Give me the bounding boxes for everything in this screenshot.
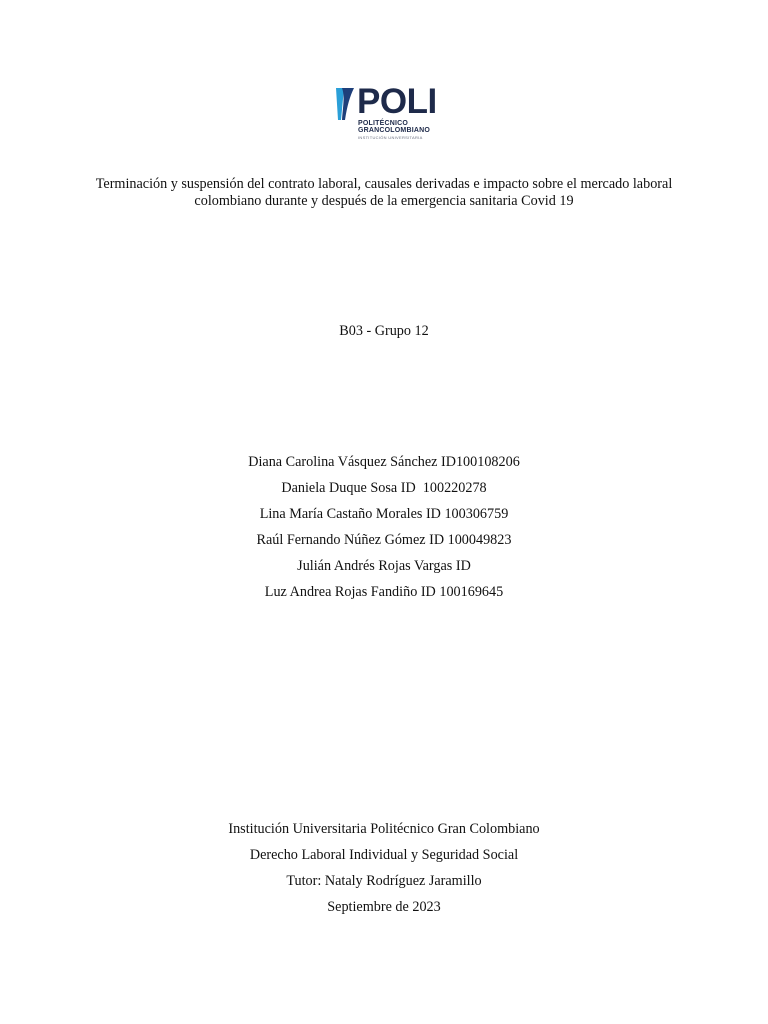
author-line: Diana Carolina Vásquez Sánchez ID100108206 — [248, 454, 520, 470]
logo-line-1: POLITÉCNICO — [358, 120, 409, 127]
logo-line-3: INSTITUCIÓN UNIVERSITARIA — [358, 135, 423, 140]
poli-logo — [332, 82, 437, 144]
author-line: Lina María Castaño Morales ID 100306759 — [259, 506, 509, 522]
group-label: B03 - Grupo 12 — [339, 323, 429, 339]
logo-wordmark: POLI — [357, 82, 437, 121]
document-title — [80, 176, 688, 209]
author-line: Julián Andrés Rojas Vargas ID — [297, 558, 471, 574]
course-name: Derecho Laboral Individual y Seguridad Social — [249, 847, 519, 863]
author-line: Daniela Duque Sosa ID 100220278 — [281, 480, 487, 496]
title-line-2: colombiano durante y después de la emergencia sanitaria Covid 19 — [194, 192, 574, 209]
institution-name: Institución Universitaria Politécnico Gran Colombiano — [228, 821, 540, 837]
author-line: Raúl Fernando Núñez Gómez ID 100049823 — [256, 532, 512, 548]
author-line: Luz Andrea Rojas Fandiño ID 100169645 — [264, 584, 504, 600]
submission-date: Septiembre de 2023 — [327, 899, 441, 915]
title-line-1: Terminación y suspensión del contrato laboral, causales derivadas e impacto sobre el mercado laboral — [95, 176, 673, 192]
tutor-name: Tutor: Nataly Rodríguez Jaramillo — [286, 873, 482, 889]
logo-line-2: GRANCOLOMBIANO — [358, 127, 431, 134]
